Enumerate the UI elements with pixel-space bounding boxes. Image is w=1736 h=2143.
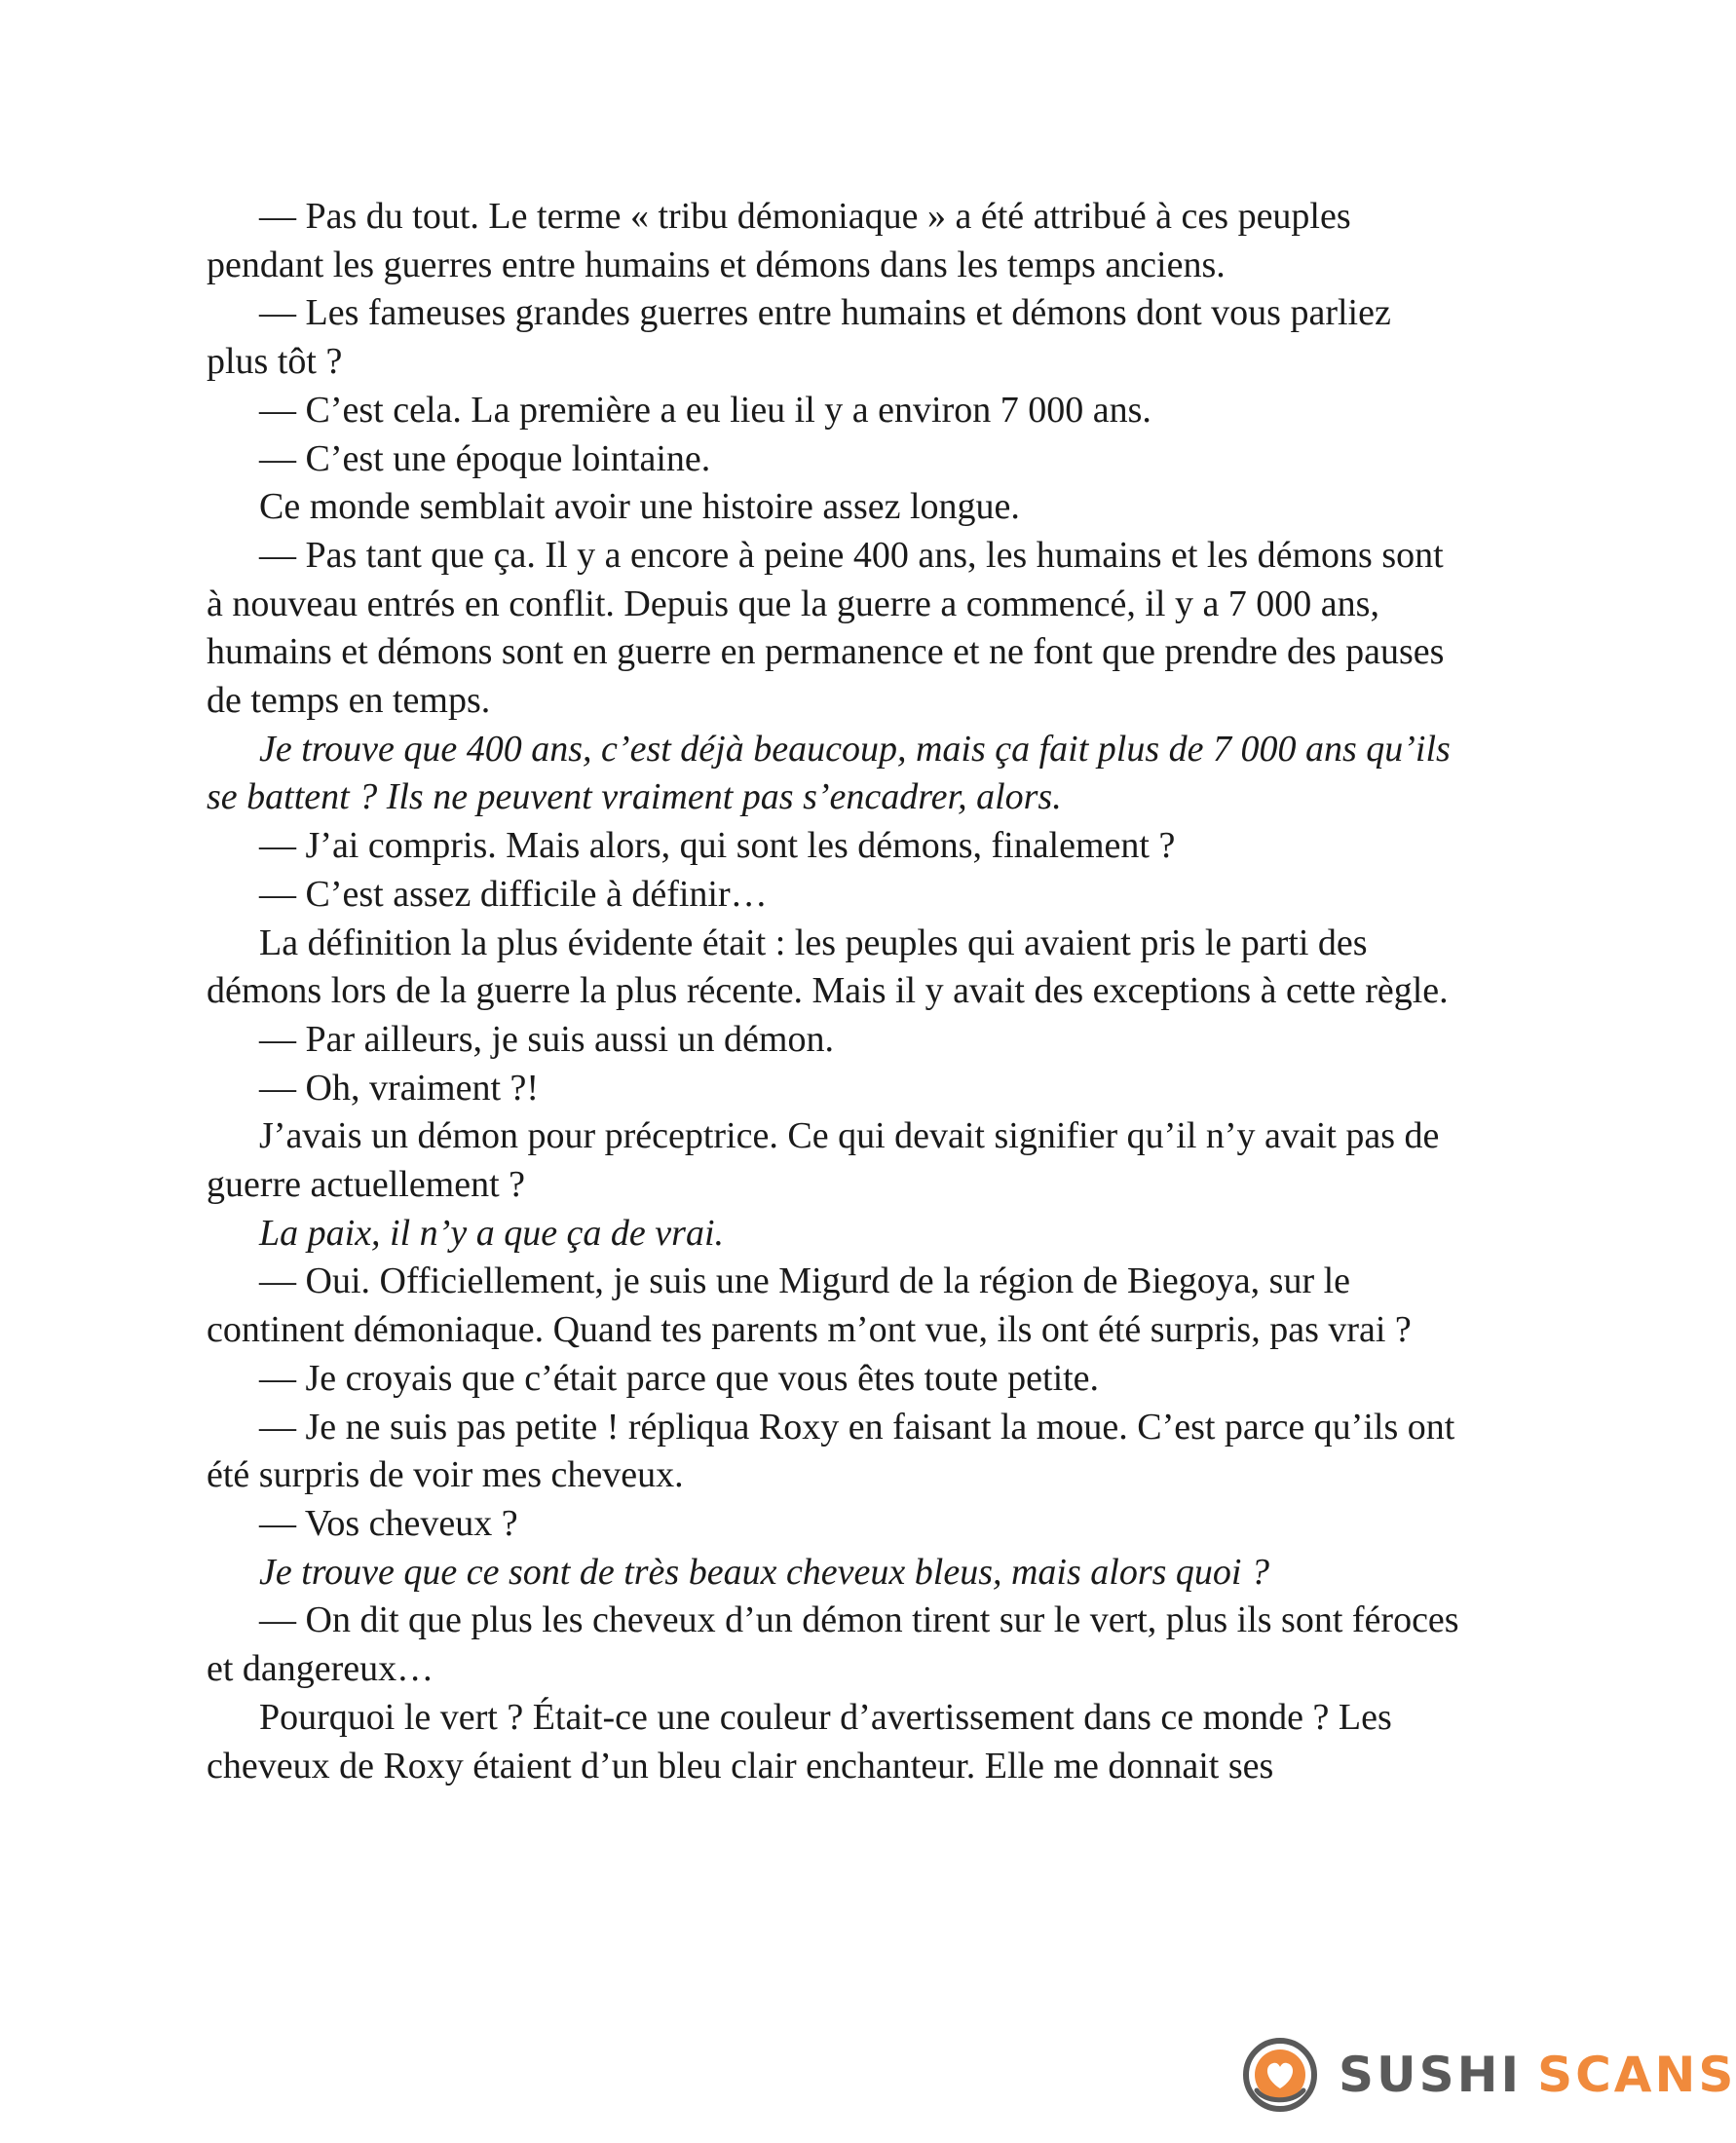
- paragraph: Ce monde semblait avoir une histoire assez longue.: [259, 486, 1020, 528]
- document-page: [207, 193, 1459, 1790]
- paragraph: — Je ne suis pas petite ! répliqua Roxy en faisant la moue. C’est parce qu’ils ont été surpris de voir mes cheveux.: [207, 1406, 1455, 1496]
- paragraph: — J’ai compris. Mais alors, qui sont les démons, finalement ?: [259, 825, 1176, 867]
- paragraph: Pourquoi le vert ? Était-ce une couleur d’avertissement dans ce monde ? Les cheveux de Roxy étaient d’un bleu clair enchanteur. Elle me donnait ses: [207, 1696, 1392, 1786]
- paragraph: — C’est cela. La première a eu lieu il y a environ 7 000 ans.: [259, 389, 1151, 431]
- logo-wordmark: [1339, 2047, 1736, 2103]
- paragraph: — Pas du tout. Le terme « tribu démoniaque » a été attribué à ces peuples pendant les guerres entre humains et démons dans les temps anciens.: [207, 196, 1351, 285]
- logo-word-sushi: SUSHI: [1339, 2047, 1523, 2103]
- sushi-scans-logo: [1243, 2038, 1736, 2112]
- logo-word-scans: SCANS: [1537, 2047, 1736, 2103]
- paragraph: — Vos cheveux ?: [259, 1502, 518, 1544]
- paragraph: — Oui. Officiellement, je suis une Migurd de la région de Biegoya, sur le continent démoniaque. Quand tes parents m’ont vue, ils ont été surpris, pas vrai ?: [207, 1260, 1412, 1351]
- paragraph: J’avais un démon pour préceptrice. Ce qui devait signifier qu’il n’y avait pas de guerre actuellement ?: [207, 1115, 1440, 1206]
- paragraph: — Par ailleurs, je suis aussi un démon.: [259, 1018, 834, 1060]
- paragraph: — On dit que plus les cheveux d’un démon tirent sur le vert, plus ils sont féroces et dangereux…: [207, 1599, 1459, 1690]
- paragraph: — Les fameuses grandes guerres entre humains et démons dont vous parliez plus tôt ?: [207, 292, 1391, 383]
- paragraph: — Pas tant que ça. Il y a encore à peine 400 ans, les humains et les démons sont à nouveau entrés en conflit. Depuis que la guerre a commencé, il y a 7 000 ans, humains et démons sont en guerre en permanence et ne font que prendre des pauses de temps en temps.: [207, 534, 1445, 722]
- paragraph: — Je croyais que c’était parce que vous êtes toute petite.: [259, 1357, 1100, 1399]
- sushi-heart-icon: [1243, 2038, 1317, 2112]
- italic-paragraph: Je trouve que ce sont de très beaux cheveux bleus, mais alors quoi ?: [259, 1551, 1269, 1593]
- italic-paragraph: Je trouve que 400 ans, c’est déjà beaucoup, mais ça fait plus de 7 000 ans qu’ils se battent ? Ils ne peuvent vraiment pas s’encadrer, alors.: [207, 728, 1451, 818]
- paragraph: — C’est assez difficile à définir…: [259, 873, 768, 915]
- paragraph: La définition la plus évidente était : les peuples qui avaient pris le parti des démons lors de la guerre la plus récente. Mais il y avait des exceptions à cette règle.: [207, 921, 1449, 1012]
- paragraph: — C’est une époque lointaine.: [259, 437, 711, 479]
- paragraph: — Oh, vraiment ?!: [259, 1067, 540, 1109]
- italic-paragraph: La paix, il n’y a que ça de vrai.: [259, 1212, 725, 1254]
